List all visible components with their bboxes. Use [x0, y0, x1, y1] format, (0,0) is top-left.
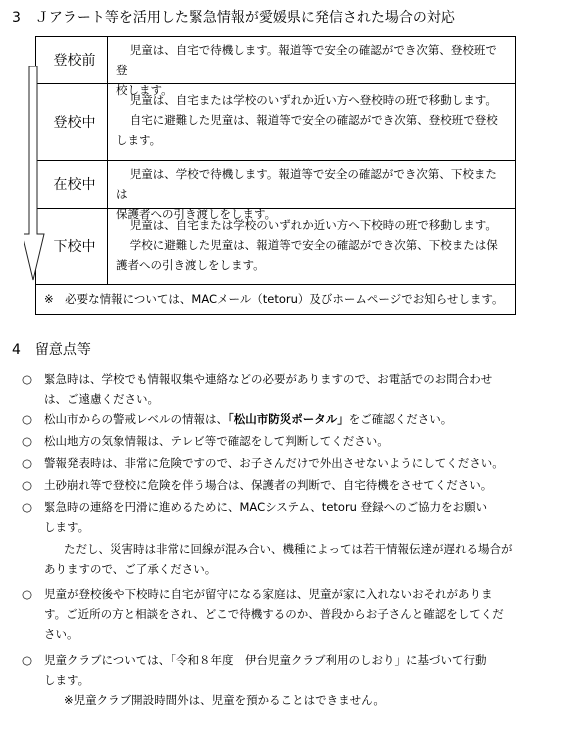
bullet-icon: ○	[22, 653, 33, 667]
response-table	[35, 36, 516, 315]
table-row	[36, 83, 515, 161]
table-note: ※ 必要な情報については、MACメール（tetoru）及びホームページでお知らせします。	[44, 292, 504, 306]
row-label: 登校前	[36, 37, 108, 83]
list-item: ○ 土砂崩れ等で登校に危険を伴う場合は、保護者の判断で、自宅待機をさせてください。	[22, 475, 553, 495]
list-item: ○ 松山地方の気象情報は、テレビ等で確認をして判断してください。	[22, 431, 553, 451]
row-label: 下校中	[36, 208, 108, 284]
row-text: 児童は、自宅で待機します。報道等で安全の確認ができ次第、登校班で登 校します。	[116, 43, 497, 97]
bullet-icon: ○	[22, 478, 33, 492]
list-item: ○ 緊急時の連絡を円滑に進めるために、MACシステム、tetoru 登録へのご協力をお願い します。 ただし、災害時は非常に回線が混み合い、機種によっては若干情報伝達が遅れる場合が ありますので、ご了承ください。	[22, 497, 553, 579]
section3-title: 3 Ｊアラート等を活用した緊急情報が愛媛県に発信された場合の対応	[12, 10, 455, 26]
list-item: ○ 松山市からの警戒レベルの情報は、「松山市防災ポータル」をご確認ください。	[22, 409, 553, 429]
list-item: ○ 警報発表時は、非常に危険ですので、お子さんだけで外出させないようにしてください。	[22, 453, 553, 473]
down-arrow-icon	[24, 66, 48, 282]
bullet-icon: ○	[22, 434, 33, 448]
row-text: 児童は、学校で待機します。報道等で安全の確認ができ次第、下校または 保護者への引き渡しをします。	[116, 167, 497, 221]
row-label: 在校中	[36, 160, 108, 208]
list-item: ○ 緊急時は、学校でも情報収集や連絡などの必要がありますので、お電話でのお問合わせ は、ご遠慮ください。	[22, 369, 553, 409]
row-text: 児童は、自宅または学校のいずれか近い方へ登校時の班で移動します。 自宅に避難した児童は、報道等で安全の確認ができ次第、登校班で登校 します。	[116, 93, 498, 147]
bullet-icon: ○	[22, 372, 33, 386]
bullet-icon: ○	[22, 412, 33, 426]
list-item: ○ 児童クラブについては、「令和８年度 伊台児童クラブ利用のしおり」に基づいて行動 します。 ※児童クラブ開設時間外は、児童を預かることはできません。	[22, 650, 553, 710]
portal-name: 「松山市防災ポータル」	[228, 412, 349, 426]
table-row	[36, 208, 515, 285]
list-item: ○ 児童が登校後や下校時に自宅が留守になる家庭は、児童が家に入れないおそれがありま す。ご近所の方と相談をされ、どこで待機するのか、普段からお子さんと確認をしてくだ さい。	[22, 584, 553, 644]
bullet-icon: ○	[22, 587, 33, 601]
row-text: 児童は、自宅または学校のいずれか近い方へ下校時の班で移動します。 学校に避難した児童は、報道等で安全の確認ができ次第、下校または保 護者への引き渡しをします。	[116, 218, 498, 272]
row-label: 登校中	[36, 83, 108, 160]
table-row	[36, 160, 515, 221]
table-row	[36, 37, 515, 97]
bullet-icon: ○	[22, 500, 33, 514]
section4-title: 4 留意点等	[12, 342, 91, 358]
bullet-icon: ○	[22, 456, 33, 470]
